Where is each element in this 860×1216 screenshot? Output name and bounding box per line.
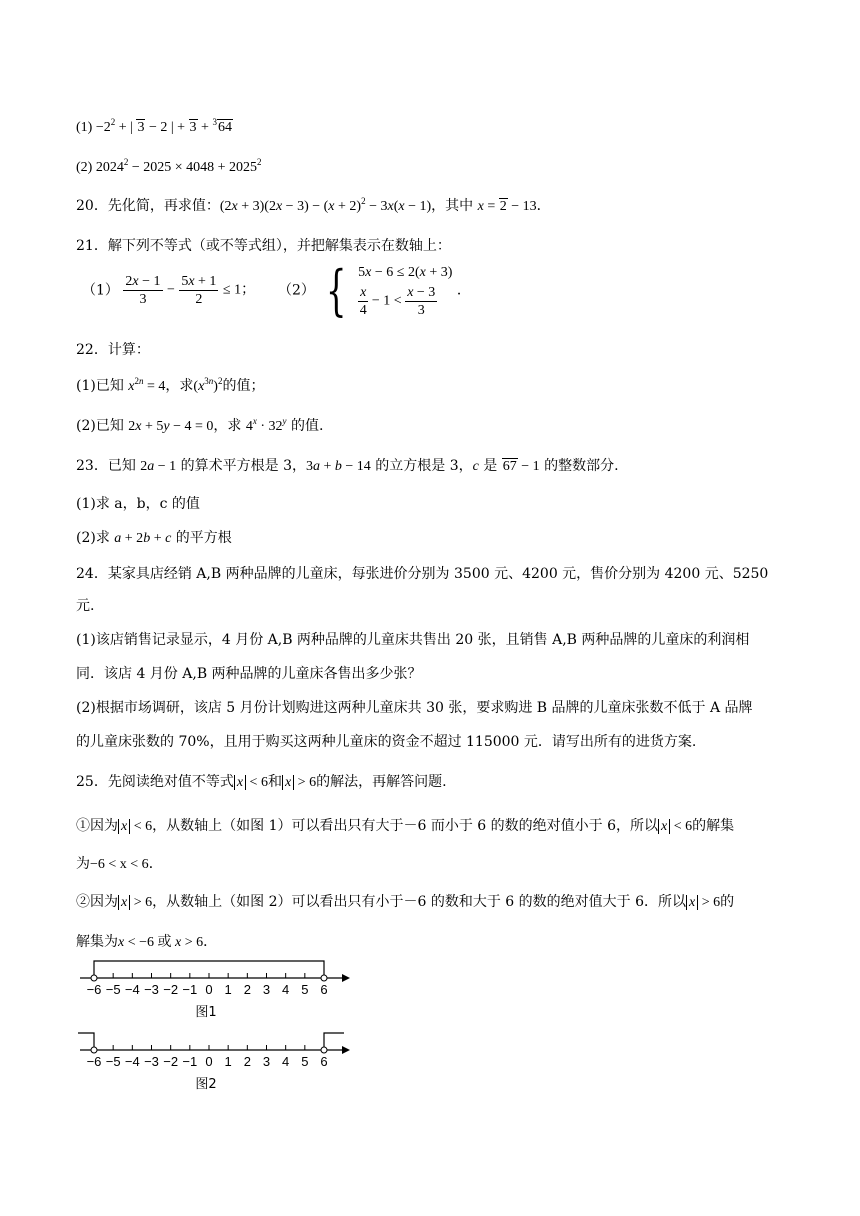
- q25-c2-line2-end: ．: [203, 934, 218, 950]
- fig2-tick-label: 3: [262, 1054, 271, 1069]
- q19-part2: (2) $2024^2 - 2025 \times 4048 + 2025^2$: [76, 157, 262, 175]
- q20: 20．先化简，再求值：$(2x + 3)(2x - 3) - (x + 2)^2 - 3x(x - 1)$，其中 x = 2 − 13．: [76, 196, 551, 214]
- q22-part2: (2)已知 2x + 5y − 4 = 0，求 $4^x \cdot 32^y$ 的值.: [76, 416, 324, 434]
- q23-part1: (1)求 a，b，c 的值: [76, 496, 200, 512]
- q22-prompt: 22．计算：: [76, 342, 150, 358]
- fig1-tick-label: −4: [124, 982, 140, 997]
- fig1-tick-label: −5: [105, 982, 121, 997]
- q23: 23．已知 2a − 1 的算术平方根是 3，3a + b − 14 的立方根是 3，c 是 67 − 1 的整数部分.: [76, 458, 619, 474]
- figure1-number-line: [78, 958, 358, 1022]
- fig1-tick-label: 5: [301, 982, 309, 997]
- q25-case2-line2: 解集为x < −6 或 x > 6．: [76, 934, 218, 950]
- q23-text-e: 的整数部分.: [539, 458, 619, 474]
- fig2-tick-label: 0: [205, 1054, 213, 1069]
- q21-p2-label: （2）: [277, 282, 315, 299]
- fig1-tick-label: 1: [224, 982, 232, 997]
- q22-p1-end: 的值；: [222, 378, 265, 394]
- q25-c1-line2-expr: −6 < x < 6: [90, 857, 149, 872]
- fig2-tick-label: 4: [282, 1054, 290, 1069]
- fig2-tick-label: −5: [105, 1054, 121, 1069]
- fig1-tick-label: 0: [205, 982, 213, 997]
- q21-parts: （1） $\frac{2x - 1}{3}$ − $\frac{5x + 1}{2}$ ≤ 1； （2） { 5x − 6 ≤ 2(x + 3) $\frac{x}{4}$ − 1 < $\frac{x - 3}{3}$ ．: [82, 258, 471, 322]
- fig2-tick-label: 1: [224, 1054, 232, 1069]
- q20-text-mid: ，其中: [431, 198, 478, 214]
- q25-prompt: 25．先阅读绝对值不等式 x < 6和 x > 6的解法，再解答问题.: [76, 774, 447, 790]
- q25-text-mid: 和: [267, 774, 282, 790]
- q22-p2-pre: (2)已知: [76, 418, 129, 434]
- fig1-tick-label: 2: [243, 982, 251, 997]
- q19-part1: $(1) -2^2$ + | 3 − 2 | + 3 + $^3$64: [76, 117, 232, 135]
- q25-case2-line1: ②因为 x > 6，从数轴上（如图 2）可以看出只有小于－6 的数和大于 6 的数的绝对值大于 6．所以 x > 6的: [76, 894, 735, 910]
- q25-c2-line2-pre: 解集为: [76, 934, 118, 950]
- fig2-tick-label: −3: [144, 1054, 159, 1069]
- fig1-tick-label: −2: [163, 982, 179, 997]
- fig1-tick-label: 4: [282, 982, 290, 997]
- q22-p2-mid: ，求: [213, 418, 246, 434]
- q23-text-d: 是: [478, 458, 502, 474]
- q25-case1-line2: [76, 854, 163, 875]
- q23-text-b: 的算术平方根是 3，: [176, 458, 306, 474]
- q25-c2-b: ，从数轴上（如图 2）可以看出只有小于－6 的数和大于 6 的数的绝对值大于 6．所以: [152, 894, 687, 910]
- q22-p1-pre: (1)已知: [76, 378, 129, 394]
- q23-part2: (2)求 a + 2b + c 的平方根: [76, 530, 232, 546]
- fig1-tick-label: −1: [182, 982, 198, 997]
- q24-p2-line1: (2)根据市场调研，该店 5 月份计划购进这两种儿童床共 30 张，要求购进 B 品牌的儿童床张数不低于 A 品牌: [76, 700, 753, 716]
- q23-p2-end: 的平方根: [171, 530, 232, 546]
- q25-text-pre: 25．先阅读绝对值不等式: [76, 774, 234, 790]
- q25-c1-b: ，从数轴上（如图 1）可以看出只有大于－6 而小于 6 的数的绝对值小于 6，所以: [152, 818, 659, 834]
- q25-c2-a: ②因为: [76, 894, 118, 910]
- q25-case1-line1: ①因为 x < 6，从数轴上（如图 1）可以看出只有大于－6 而小于 6 的数的绝对值小于 6，所以 x < 6的解集: [76, 818, 735, 834]
- q25-c2-c: 的: [720, 894, 735, 910]
- q24-p2-line2: 的儿童床张数的 70%，且用于购买这两种儿童床的资金不超过 115000 元．请写出所有的进货方案.: [76, 734, 697, 750]
- q20-text-pre: 20．先化简，再求值：: [76, 198, 220, 214]
- q24-line2: 元.: [76, 598, 95, 614]
- fig1-tick-label: −6: [86, 982, 102, 997]
- q19-p2-label: (2): [76, 160, 93, 175]
- q25-c1-line2-end: ．: [148, 856, 163, 872]
- q25-c1-c: 的解集: [692, 818, 735, 834]
- figure1-caption: 图1: [195, 1005, 217, 1020]
- fig2-tick-label: 6: [320, 1054, 328, 1069]
- fig1-tick-label: 3: [262, 982, 271, 997]
- q22-p1-mid: ，求: [165, 378, 194, 394]
- q25-c1-a: ①因为: [76, 818, 118, 834]
- q22-p2-end: 的值.: [286, 418, 324, 434]
- q24-p1-line2: 同．该店 4 月份 A,B 两种品牌的儿童床各售出多少张？: [76, 666, 422, 682]
- figure2-number-line: [78, 1030, 358, 1094]
- figure2-caption: 图2: [195, 1077, 217, 1092]
- fig2-tick-label: 2: [243, 1054, 251, 1069]
- fig2-tick-label: 5: [301, 1054, 309, 1069]
- q23-text-c: 的立方根是 3，: [370, 458, 473, 474]
- fig1-tick-label: 6: [320, 982, 328, 997]
- q19-p2-expr-a: 2024: [95, 160, 124, 175]
- q20-text-end: ．: [536, 198, 551, 214]
- q25-c1-line2-pre: 为: [76, 856, 90, 872]
- q23-p2-pre: (2)求: [76, 530, 115, 546]
- q25-text-end: 的解法，再解答问题.: [316, 774, 447, 790]
- q23-text-a: 23．已知: [76, 458, 141, 474]
- fig2-tick-label: −2: [163, 1054, 179, 1069]
- q21-p1-label: （1）: [82, 282, 119, 299]
- q19-p2-expr-b: − 2025 × 4048 + 2025: [128, 160, 258, 175]
- fig2-tick-label: −6: [86, 1054, 102, 1069]
- fig2-tick-label: −4: [124, 1054, 140, 1069]
- q19-p1-label: (1): [76, 120, 93, 135]
- q21-prompt: 21．解下列不等式（或不等式组），并把解集表示在数轴上：: [76, 238, 451, 254]
- q24-line1: 24．某家具店经销 A,B 两种品牌的儿童床，每张进价分别为 3500 元、4200 元，售价分别为 4200 元、5250: [76, 566, 769, 582]
- q22-part1: (1)已知 $x^{2n} = 4$，求$(x^{3n})^2$的值；: [76, 376, 265, 394]
- fig1-tick-label: −3: [144, 982, 159, 997]
- q24-p1-line1: (1)该店销售记录显示，4 月份 A,B 两种品牌的儿童床共售出 20 张，且销售 A,B 两种品牌的儿童床的利润相: [76, 632, 750, 648]
- fig2-tick-label: −1: [182, 1054, 198, 1069]
